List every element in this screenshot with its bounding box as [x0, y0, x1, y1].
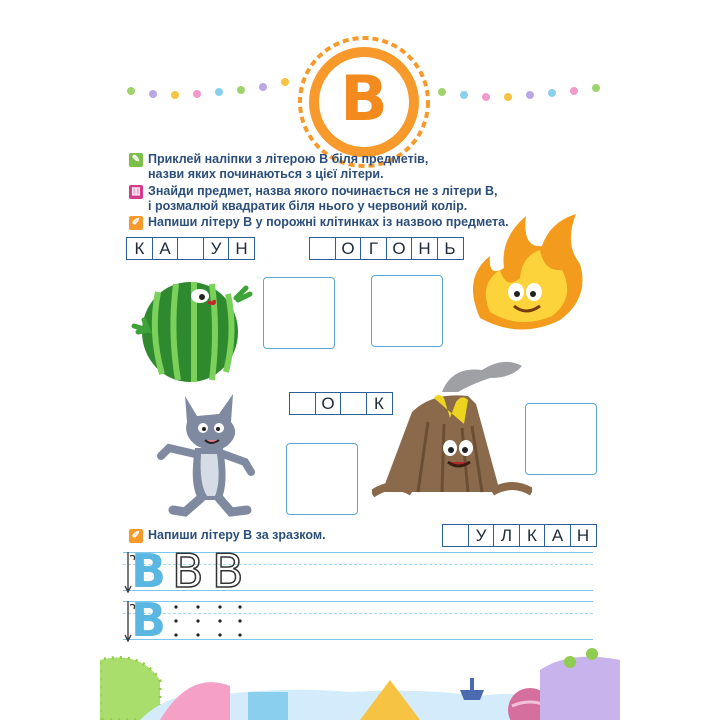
instruction-2-line-2: і розмалюй квадратик біля нього у червоний колір. [148, 199, 468, 213]
bottom-decor [100, 640, 620, 720]
stroke-arrow-icon [124, 599, 138, 643]
watermelon-image [128, 270, 256, 388]
stroke-arrow-icon [124, 550, 138, 594]
letter-cell: Л [493, 524, 520, 547]
wolf-image [155, 390, 263, 520]
trace-letter-2[interactable]: В [212, 544, 244, 598]
letter-cell: О [335, 237, 362, 260]
instruction-1-line-2: назви яких починаються з цієї літери. [148, 167, 384, 181]
letter-cell: Н [411, 237, 438, 260]
letter-cell: К [519, 524, 546, 547]
paint-icon: ▥ [129, 185, 143, 199]
writing-instruction [129, 528, 326, 543]
sample-letter-1: В [131, 544, 167, 598]
letter-cell: Ь [437, 237, 464, 260]
letter-cell: А [152, 237, 179, 260]
trace-letter-1[interactable]: В [172, 544, 204, 598]
instruction-3-line-1: Напиши літеру В у порожні клітинках із назвою предмета. [148, 215, 509, 229]
word-vogon [309, 237, 464, 260]
empty-letter-cell[interactable] [442, 524, 469, 547]
instruction-1 [129, 152, 428, 182]
letter-cell: Г [360, 237, 387, 260]
sticker-icon: ✎ [129, 153, 143, 167]
letter-cell: К [126, 237, 153, 260]
sticker-box-2[interactable] [371, 275, 443, 347]
fire-image [460, 208, 590, 338]
letter-badge [297, 35, 431, 169]
sticker-box-4[interactable] [525, 403, 597, 475]
word-vulkan [442, 524, 597, 547]
sample-letter-2: В [131, 593, 167, 647]
letter-cell: А [544, 524, 571, 547]
dot-guides[interactable] [170, 603, 250, 639]
instruction-1-line-1: Приклей наліпки з літерою В біля предметів, [148, 152, 429, 166]
letter-title: В [340, 62, 388, 135]
letter-cell: Н [570, 524, 597, 547]
empty-letter-cell[interactable] [309, 237, 336, 260]
pencil-icon: ✐ [129, 529, 143, 543]
letter-cell: К [366, 392, 393, 415]
sticker-box-1[interactable] [263, 277, 335, 349]
letter-cell: У [468, 524, 495, 547]
instruction-3 [129, 215, 509, 230]
writing-instruction-text: Напиши літеру В за зразком. [148, 528, 326, 542]
letter-cell: О [386, 237, 413, 260]
instruction-2-line-1: Знайди предмет, назва якого починається не з літери В, [148, 184, 498, 198]
sticker-box-3[interactable] [286, 443, 358, 515]
empty-letter-cell[interactable] [340, 392, 367, 415]
letter-cell: О [315, 392, 342, 415]
word-kavun [126, 237, 255, 260]
volcano-image [372, 352, 532, 502]
letter-cell: Н [228, 237, 255, 260]
letter-cell: У [203, 237, 230, 260]
empty-letter-cell[interactable] [289, 392, 316, 415]
pencil-icon: ✐ [129, 216, 143, 230]
instruction-2 [129, 184, 498, 214]
empty-letter-cell[interactable] [177, 237, 204, 260]
